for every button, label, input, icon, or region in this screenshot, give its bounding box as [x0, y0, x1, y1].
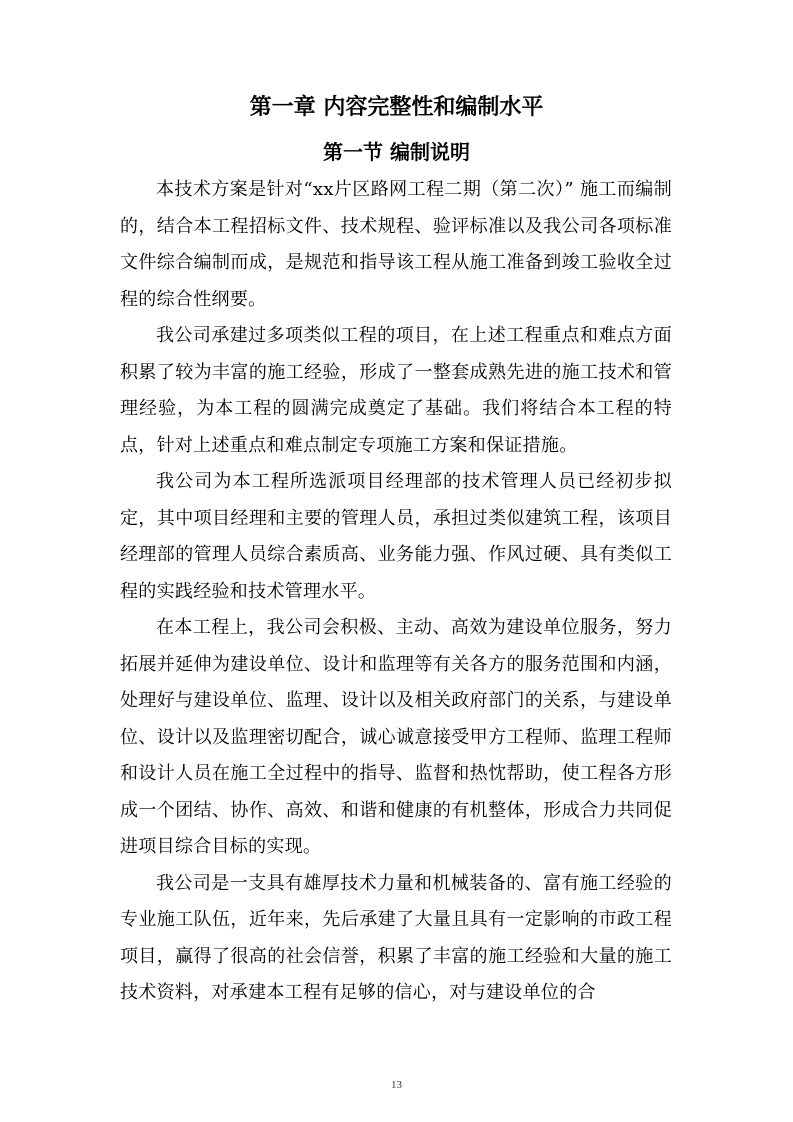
paragraph-management: 我公司为本工程所选派项目经理部的技术管理人员已经初步拟定，其中项目经理和主要的管理人员，承担过类似建筑工程，该项目经理部的管理人员综合素质高、业务能力强、作风过硬、具有类似工程的实践经验和技术管理水平。: [120, 471, 672, 602]
paragraph-company: 我公司是一支具有雄厚技术力量和机械装备的、富有施工经验的专业施工队伍，近年来，先后承建了大量且具有一定影响的市政工程项目，赢得了很高的社会信誉，积累了丰富的施工经验和大量的施工技术资料，对承建本工程有足够的信心，对与建设单位的合: [120, 872, 672, 1003]
paragraph-experience: 我公司承建过多项类似工程的项目，在上述工程重点和难点方面积累了较为丰富的施工经验，形成了一整套成熟先进的施工技术和管理经验，为本工程的圆满完成奠定了基础。我们将结合本工程的特点，针对上述重点和难点制定专项施工方案和保证措施。: [120, 325, 672, 456]
paragraph-intro: 本技术方案是针对“xx片区路网工程二期（第二次）” 施工而编制的，结合本工程招标文件、技术规程、验评标准以及我公司各项标准文件综合编制而成，是规范和指导该工程从施工准备到竣工验收全过程的综合性纲要。: [120, 179, 672, 310]
page-number: 13: [391, 1079, 402, 1091]
chapter-title: 第一章 内容完整性和编制水平: [249, 95, 544, 120]
paragraph-service: 在本工程上，我公司会积极、主动、高效为建设单位服务，努力拓展并延伸为建设单位、设计和监理等有关各方的服务范围和内涵，处理好与建设单位、监理、设计以及相关政府部门的关系，与建设单位、设计以及监理密切配合，诚心诚意接受甲方工程师、监理工程师和设计人员在施工全过程中的指导、监督和热忱帮助，使工程各方形成一个团结、协作、高效、和谐和健康的有机整体，形成合力共同促进项目综合目标的实现。: [120, 617, 672, 857]
section-title: 第一节 编制说明: [323, 140, 470, 164]
document-body: [120, 172, 672, 1012]
